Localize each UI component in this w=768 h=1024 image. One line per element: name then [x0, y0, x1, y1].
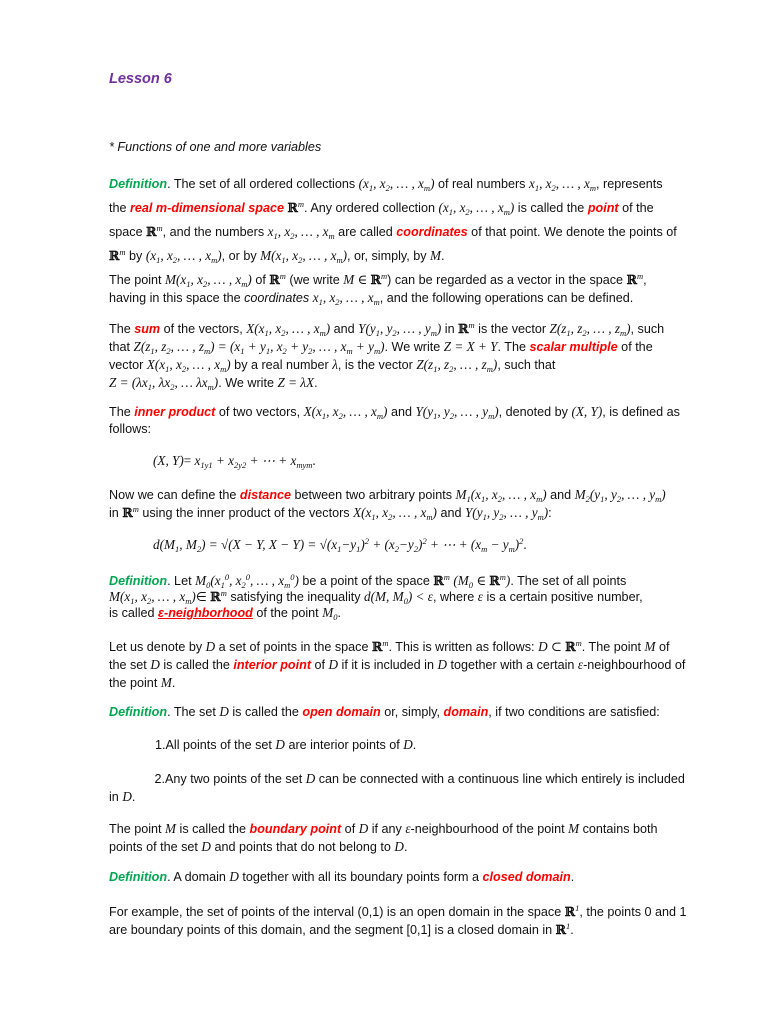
- text-run: points of the set: [109, 840, 202, 854]
- text-run: contains both: [579, 822, 658, 836]
- paragraph-11: [109, 704, 713, 720]
- text-run: , where: [432, 590, 478, 604]
- text-run: between two arbitrary points: [291, 488, 456, 502]
- highlighted-term: real m-dimensional space: [130, 201, 285, 215]
- text-run: . Let: [167, 574, 196, 588]
- math-expression: D: [201, 839, 211, 854]
- blackboard-r-symbol: ℝ: [433, 573, 444, 588]
- text-run: of the: [618, 201, 654, 215]
- blackboard-r-symbol: ℝ: [565, 639, 576, 654]
- text-run: and points that do not belong to: [210, 840, 395, 854]
- math-expression: ($M_0$ ∈: [453, 573, 490, 590]
- text-run: .: [314, 376, 318, 390]
- text-line: [109, 244, 713, 268]
- text-run: by: [125, 249, 146, 263]
- text-line: [109, 770, 713, 788]
- math-expression: D: [122, 789, 132, 804]
- text-line: [109, 421, 713, 438]
- highlighted-term: closed domain: [482, 870, 571, 884]
- math-expression: m: [156, 223, 163, 233]
- text-line: [109, 921, 713, 939]
- math-symbol: .: [523, 537, 527, 552]
- math-expression: M: [644, 639, 656, 654]
- text-line: [109, 589, 713, 605]
- math-expression: 1: [575, 903, 580, 913]
- definition-label: Definition: [109, 177, 168, 191]
- math-expression: M: [165, 821, 177, 836]
- math-expression: $M(x_1$, $x_2$, … , $x_m$): [109, 589, 196, 606]
- text-run: together with a certain: [447, 658, 578, 672]
- text-run: , the points 0 and 1: [579, 905, 687, 919]
- text-run: . The set: [167, 705, 220, 719]
- text-run: , is the vector: [337, 358, 417, 372]
- highlighted-term: coordinates: [396, 225, 468, 239]
- blackboard-r-symbol: ℝ: [555, 922, 567, 937]
- text-line: [109, 403, 713, 421]
- math-expression: m: [132, 504, 139, 514]
- math-expression: D: [275, 737, 285, 752]
- math-expression: D: [328, 657, 339, 672]
- paragraph-3: [109, 271, 713, 307]
- math-expression: $x_1$, $x_2$, … , $x_m$: [528, 176, 596, 193]
- text-run: vector: [109, 358, 147, 372]
- highlighted-term: point: [587, 201, 619, 215]
- text-run: ∈: [195, 590, 211, 604]
- math-expression: m: [279, 271, 286, 281]
- math-expression: ε: [477, 589, 483, 604]
- blackboard-r-symbol: ℝ: [122, 505, 133, 520]
- text-run: of two vectors,: [215, 405, 304, 419]
- text-run: . The point: [581, 640, 645, 654]
- paragraph-6: [153, 453, 757, 469]
- highlighted-term: interior point: [233, 658, 312, 672]
- text-run: using the inner product of the vectors: [138, 506, 354, 520]
- math-expression: D: [150, 657, 160, 672]
- text-line: [109, 172, 713, 196]
- text-run: The point: [109, 273, 166, 287]
- math-expression: Z = λX: [277, 375, 315, 390]
- text-run: ) can be regarded as a vector in the space: [387, 273, 627, 287]
- text-line: [109, 674, 713, 692]
- math-expression: M ∈: [343, 272, 371, 287]
- text-run: and: [436, 506, 465, 520]
- highlighted-term: boundary point: [249, 822, 342, 836]
- text-run: of: [655, 640, 670, 654]
- highlighted-term: distance: [239, 488, 292, 502]
- paragraph-1: [109, 139, 713, 155]
- text-run: , such: [630, 322, 665, 336]
- text-run: . The set of all ordered collections: [167, 177, 359, 191]
- math-expression: $M_0$: [322, 605, 338, 622]
- paragraph-12: [155, 737, 759, 753]
- paragraph-4: [109, 320, 713, 392]
- blackboard-r-symbol: ℝ: [458, 321, 469, 336]
- lesson-title: Lesson 6: [109, 71, 172, 87]
- text-run: is a certain positive number,: [482, 590, 643, 604]
- text-run: if it is included in: [338, 658, 438, 672]
- text-run: is called the: [176, 822, 250, 836]
- text-line: [109, 656, 713, 674]
- text-line: [109, 504, 713, 522]
- text-run: Let us denote by: [109, 640, 206, 654]
- text-run: 1.All points of the set: [155, 738, 276, 752]
- blackboard-r-symbol: ℝ: [269, 272, 280, 287]
- text-line: [109, 289, 713, 307]
- text-run: , if two conditions are satisfied:: [488, 705, 660, 719]
- text-line: [109, 271, 713, 289]
- math-expression: ($x_1$, $x_2$, … , $x_m$): [358, 176, 435, 193]
- text-run: a set of points in the space: [215, 640, 372, 654]
- math-expression: ($x_1$, $x_2$, … , $x_m$): [145, 248, 222, 265]
- text-line: [109, 573, 713, 589]
- text-line: [109, 356, 713, 374]
- math-expression: $X(x_1$, $x_2$, … , $x_m$): [353, 505, 437, 522]
- text-run: -neighbourhood of: [583, 658, 686, 672]
- text-line: [109, 486, 713, 504]
- paragraph-10: [109, 638, 713, 692]
- text-run: by a real number: [230, 358, 333, 372]
- text-run: . A domain: [167, 870, 230, 884]
- paragraph-16: [109, 903, 713, 939]
- text-line: [109, 838, 713, 856]
- definition-label: Definition: [109, 574, 168, 588]
- math-expression: M: [430, 248, 442, 263]
- math-expression: M: [160, 675, 172, 690]
- math-expression: m: [119, 247, 126, 257]
- math-expression: ε: [577, 657, 584, 672]
- text-run: The: [109, 322, 135, 336]
- math-expression: Z = X + Y: [443, 339, 498, 354]
- text-run: is called: [109, 606, 158, 620]
- highlighted-term: domain: [443, 705, 489, 719]
- text-run: of: [341, 822, 359, 836]
- math-expression: $Z(z_1$, $z_2$, … , $z_m$): [549, 321, 631, 338]
- text-run: , represents: [596, 177, 663, 191]
- math-expression: D: [305, 771, 316, 786]
- text-line: [109, 820, 713, 838]
- text-line: [153, 537, 757, 553]
- math-expression: $Z(z_1$, $z_2$, … , $z_m$): [416, 357, 498, 374]
- text-run: * Functions of one and more variables: [109, 140, 322, 154]
- text-run: -neighbourhood of the point: [410, 822, 569, 836]
- blackboard-r-symbol: ℝ: [564, 904, 576, 919]
- math-expression: $X(x_1$, $x_2$, … , $x_m$): [146, 357, 231, 374]
- text-run: . We write: [384, 340, 444, 354]
- text-run: , denoted by: [498, 405, 572, 419]
- text-run: can be connected with a continuous line which entirely is included: [315, 772, 685, 786]
- text-run: satisfying the inequality: [226, 590, 365, 604]
- text-run: follows:: [109, 422, 151, 436]
- math-expression: m: [468, 320, 475, 330]
- text-run: ,: [643, 273, 647, 287]
- text-line: [155, 737, 759, 753]
- text-run: .: [441, 249, 445, 263]
- math-expression: $X(x_1$, $x_2$, … , $x_m$): [246, 321, 331, 338]
- math-expression: $d(M_1$, $M_2) = √(X - Y$, $X - Y) = √(x_1-y_1)^2 + (x_2-y_2)^2$ + ⋯ + $(x_m - y_m)^2$: [153, 536, 524, 554]
- math-expression: m: [443, 572, 450, 582]
- math-symbol: .: [312, 453, 316, 468]
- math-expression: $Y(y_1$, $y_2$, … , $y_m$): [358, 321, 442, 338]
- text-run: are called: [334, 225, 397, 239]
- text-run: The: [109, 405, 135, 419]
- text-run: . The: [497, 340, 530, 354]
- text-run: if any: [368, 822, 406, 836]
- math-expression: D: [437, 657, 447, 672]
- text-line: [109, 220, 713, 244]
- math-expression: $x_1$, $x_2$, … , $x_m$: [312, 290, 380, 307]
- definition-label: Definition: [109, 870, 168, 884]
- math-expression: $x_1$, $x_2$, … , $x_m$: [267, 224, 335, 241]
- text-run: and: [330, 322, 359, 336]
- text-run: of real numbers: [434, 177, 529, 191]
- text-run: together with all its boundary points form a: [238, 870, 483, 884]
- math-expression: $Z(z_1$, $z_2$, … , $z_m) = (x_1 + y_1$, $x_2 + y_2$, … , $x_m + y_m$): [133, 339, 385, 356]
- math-expression: D: [205, 639, 216, 654]
- blackboard-r-symbol: ℝ: [109, 248, 120, 263]
- highlighted-term: ε-neighborhood: [158, 606, 253, 620]
- math-expression: $x_{1y1} + x_{2y2}$ + ⋯ + $x_{mym}$: [194, 453, 313, 470]
- paragraph-8: [153, 537, 757, 553]
- text-run: is called the: [228, 705, 303, 719]
- paragraph-14: [109, 820, 713, 856]
- math-expression: ($x_1$, $x_2$, … , $x_m$): [438, 200, 515, 217]
- text-line: [109, 196, 713, 220]
- text-run: be a point of the space: [298, 574, 434, 588]
- text-run: is called the: [159, 658, 234, 672]
- text-line: [153, 453, 757, 469]
- blackboard-r-symbol: ℝ: [626, 272, 637, 287]
- math-expression: ε: [405, 821, 411, 836]
- text-run: .: [337, 606, 341, 620]
- paragraph-9: [109, 573, 713, 621]
- blackboard-r-symbol: ℝ: [370, 272, 381, 287]
- text-run: 2.Any two points of the set: [109, 772, 306, 786]
- text-run: is called the: [514, 201, 588, 215]
- text-run: of the vectors,: [160, 322, 247, 336]
- math-expression: $^m$): [499, 572, 511, 588]
- math-symbol: =: [183, 453, 195, 468]
- text-line: [109, 638, 713, 656]
- math-expression: m: [220, 588, 227, 598]
- math-expression: m: [636, 271, 644, 281]
- text-run: .: [412, 738, 417, 752]
- text-line: [109, 788, 713, 806]
- text-run: . We write: [218, 376, 278, 390]
- math-expression: m: [382, 638, 389, 648]
- math-expression: m: [381, 271, 388, 281]
- text-run: . Any ordered collection: [304, 201, 439, 215]
- text-run: space: [109, 225, 147, 239]
- highlighted-term: open domain: [302, 705, 381, 719]
- text-run: of that point. We denote the points of: [467, 225, 677, 239]
- blackboard-r-symbol: ℝ: [210, 589, 221, 604]
- text-run: the point: [109, 676, 161, 690]
- math-expression: m: [297, 199, 305, 209]
- text-run: are interior points of: [284, 738, 404, 752]
- math-expression: 1: [566, 921, 571, 931]
- text-run: of: [311, 658, 329, 672]
- text-run: . This is written as follows:: [388, 640, 539, 654]
- text-run: , and the following operations can be defined.: [379, 291, 634, 305]
- text-line: [109, 704, 713, 720]
- text-run: of: [251, 273, 270, 287]
- text-run: the: [109, 201, 131, 215]
- math-expression: $X(x_1$, $x_2$, … , $x_m$): [303, 404, 388, 421]
- text-run: , or, simply, by: [346, 249, 431, 263]
- paragraph-13: [109, 770, 713, 806]
- text-run: the set: [109, 658, 151, 672]
- math-expression: $M(x_1$, $x_2$, … , $x_m$): [260, 248, 347, 265]
- text-run: .: [570, 923, 574, 937]
- math-expression: D: [358, 821, 369, 836]
- math-expression: D: [229, 869, 239, 884]
- definition-label: Definition: [109, 705, 168, 719]
- highlighted-term: inner product: [134, 405, 216, 419]
- text-run: , or by: [221, 249, 261, 263]
- paragraph-5: [109, 403, 713, 438]
- text-run: that: [109, 340, 134, 354]
- math-expression: d(M, $M_0) < \varepsilon$: [364, 589, 433, 606]
- text-line: [109, 374, 713, 392]
- blackboard-r-symbol: ℝ: [371, 639, 383, 654]
- math-expression: D: [219, 704, 229, 719]
- text-run: in: [109, 790, 123, 804]
- text-run: .: [131, 790, 136, 804]
- blackboard-r-symbol: ℝ: [489, 573, 500, 588]
- text-run: , such that: [497, 358, 556, 372]
- math-expression: $M_2(y_1$, $y_2$, … , $y_m$): [574, 487, 666, 504]
- text-run: in: [441, 322, 459, 336]
- math-expression: D ⊂: [538, 639, 566, 654]
- math-expression: $Z = (\lambda x_1$, $\lambda x_2$, … $\lambda x_m$): [109, 375, 219, 392]
- highlighted-term: scalar multiple: [529, 340, 618, 354]
- math-expression: $M_0(x_1^0$, $x_2^0$, … , $x_m^0$): [195, 572, 299, 590]
- text-run: , and the numbers: [162, 225, 268, 239]
- text-run: in: [109, 506, 123, 520]
- text-line: [109, 139, 713, 155]
- text-line: [109, 605, 713, 621]
- text-line: [109, 903, 713, 921]
- text-run: having in this space the: [109, 291, 245, 305]
- text-run: or, simply,: [380, 705, 444, 719]
- text-run: For example, the set of points of the interval (0,1) is an open domain in the space: [109, 905, 565, 919]
- math-expression: D: [403, 737, 413, 752]
- text-run: is the vector: [474, 322, 550, 336]
- paragraph-15: [109, 869, 713, 885]
- text-run: .: [570, 870, 575, 884]
- text-run: and: [546, 488, 575, 502]
- math-expression: $Y(y_1$, $y_2$, … , $y_m$): [464, 505, 549, 522]
- text-line: [109, 338, 713, 356]
- text-run: The point: [109, 822, 166, 836]
- text-run: , is defined as: [602, 405, 680, 419]
- text-run: of the point: [252, 606, 323, 620]
- text-run: (we write: [285, 273, 344, 287]
- text-run: of the: [617, 340, 653, 354]
- text-line: [109, 320, 713, 338]
- text-run: Now we can define the: [109, 488, 240, 502]
- text-run: .: [171, 676, 176, 690]
- blackboard-r-symbol: ℝ: [287, 200, 298, 215]
- text-run: and: [387, 405, 416, 419]
- text-run: . The set of all points: [510, 574, 627, 588]
- highlighted-term: sum: [134, 322, 161, 336]
- math-expression: λ: [332, 357, 338, 372]
- math-expression: (X, Y): [571, 404, 603, 419]
- paragraph-2: [109, 172, 713, 268]
- text-run: coordinates: [244, 291, 310, 305]
- math-expression: D: [394, 839, 404, 854]
- paragraph-7: [109, 486, 713, 522]
- text-run: .: [403, 840, 408, 854]
- text-run: are boundary points of this domain, and the segment [0,1] is a closed domain in: [109, 923, 556, 937]
- math-expression: (X, Y): [153, 453, 184, 468]
- text-run: :: [548, 506, 552, 520]
- math-expression: $M(x_1$, $x_2$, … , $x_m$): [165, 272, 252, 289]
- math-expression: m: [575, 638, 582, 648]
- math-expression: $M_1(x_1$, $x_2$, … , $x_m$): [455, 487, 547, 504]
- blackboard-r-symbol: ℝ: [146, 224, 157, 239]
- math-expression: $Y(y_1$, $y_2$, … , $y_m$): [415, 404, 499, 421]
- text-line: [109, 869, 713, 885]
- math-expression: M: [568, 821, 580, 836]
